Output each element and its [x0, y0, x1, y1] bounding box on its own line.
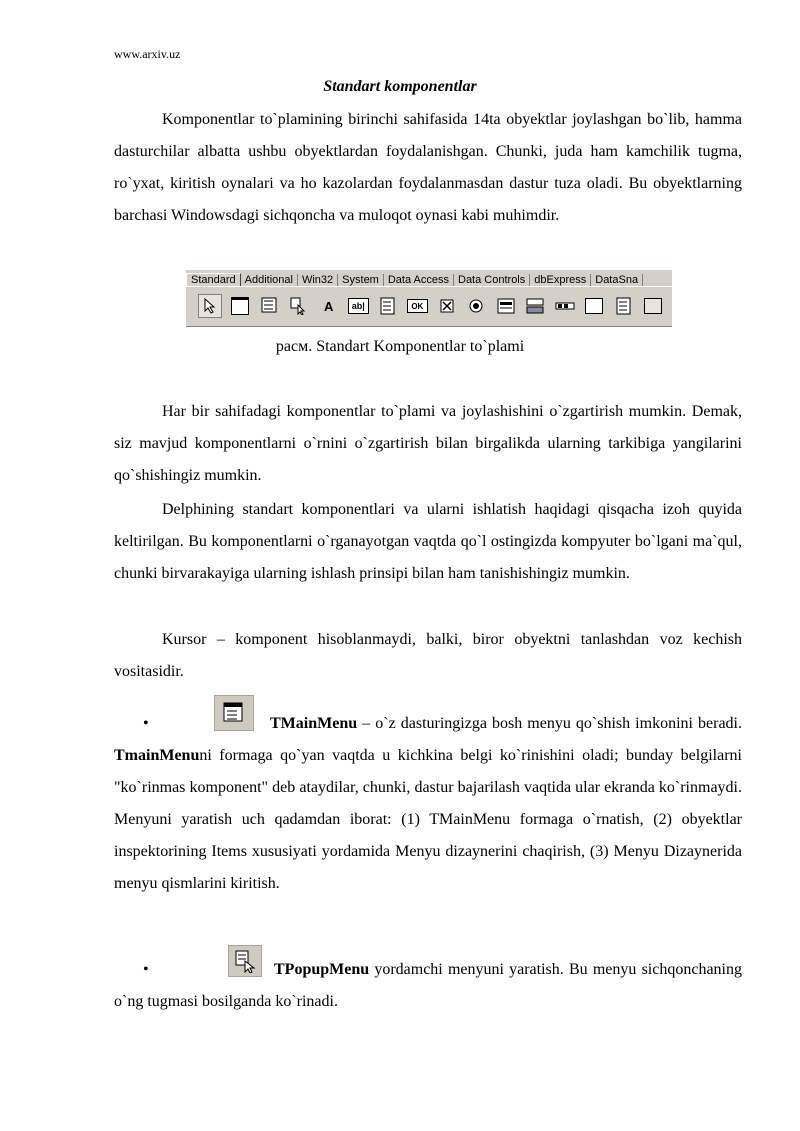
tab-win32[interactable]: Win32: [298, 274, 338, 286]
memo-icon[interactable]: [377, 295, 399, 317]
tpopupmenu-desc: yordamchi menyuni yaratish. Bu menyu sichqonchaning o`ng tugmasi bosilganda ko`rinadi.: [114, 961, 742, 1010]
tpopupmenu-name: TPopupMenu: [274, 961, 370, 978]
figure-caption: расм. Standart Komponentlar to`plami: [275, 338, 525, 355]
tmainmenu-name-2: TmainMenu: [114, 747, 200, 764]
mainmenu-icon[interactable]: [259, 295, 281, 317]
checkbox-icon[interactable]: [436, 295, 458, 317]
listbox-icon[interactable]: [495, 295, 517, 317]
paragraph-3: Kursor – komponent hisoblanmaydi, balki, biror obyektni tanlashdan voz kechish vositasidir.: [114, 631, 742, 680]
radiobutton-icon[interactable]: [466, 295, 488, 317]
tab-system[interactable]: System: [338, 274, 384, 286]
edit-icon[interactable]: ab|: [348, 298, 370, 314]
tab-standard[interactable]: Standard: [186, 273, 241, 286]
paragraph-1: Har bir sahifadagi komponentlar to`plami va joylashishini o`zgartirish mumkin. Demak, siz mavjud komponentlarni o`rnini o`zgartirish bilan birgalikda ularning tarkibiga yangilarini qo`shishingiz mumkin.: [114, 403, 742, 484]
button-icon[interactable]: OK: [407, 299, 429, 313]
tab-data-controls[interactable]: Data Controls: [454, 274, 530, 286]
radiogroup-icon[interactable]: [613, 295, 635, 317]
bullet-1: •: [143, 715, 149, 732]
tmainmenu-dash: – o`z dasturingizga bosh menyu qo`shish imkonini beradi.: [357, 715, 742, 732]
combobox-icon[interactable]: [525, 295, 547, 317]
scrollbar-icon[interactable]: [554, 295, 576, 317]
arrow-icon[interactable]: [198, 294, 222, 318]
label-icon[interactable]: A: [324, 298, 334, 314]
groupbox-icon[interactable]: [584, 295, 606, 317]
bullet-2: •: [143, 961, 149, 978]
site-url[interactable]: www.arxiv.uz: [114, 47, 181, 61]
tab-dbexpress[interactable]: dbExpress: [530, 274, 591, 286]
paragraph-2: Delphining standart komponentlari va ularni ishlatish haqidagi qisqacha izoh quyida keltirilgan. Bu komponentlarni o`rganayotgan vaqtda qo`l ostingizda kompyuter bo`lgani ma`qul, chunki birvarakayiga ularning ishlash prinsipi bilan ham tanishishingiz mumkin.: [114, 501, 742, 582]
tab-additional[interactable]: Additional: [241, 274, 298, 286]
section-heading: Standart komponentlar: [323, 78, 477, 95]
tab-data-access[interactable]: Data Access: [384, 274, 454, 286]
palette-components: [186, 287, 672, 325]
palette-tabs: [186, 270, 672, 287]
component-palette: [186, 270, 672, 327]
intro-paragraph: Komponentlar to`plamining birinchi sahifasida 14ta obyektlar joylashgan bo`lib, hamma dasturchilar albatta ushbu obyektlardan foydalanishgan. Chunki, juda ham kamchilik tugma, ro`yxat, kiritish oynalari va ho kazolardan foydalanmasdan dastur tuza oladi. Bu obyektlarning barchasi Windowsdagi sichqoncha va muloqot oynasi kabi muhimdir.: [114, 111, 742, 224]
item-tmainmenu: [114, 708, 742, 900]
popupmenu-icon[interactable]: [289, 295, 311, 317]
panel-icon[interactable]: [643, 295, 665, 317]
tab-datasnap[interactable]: DataSna: [591, 274, 643, 286]
tmainmenu-desc: ni formaga qo`yan vaqtda u kichkina belgi ko`rinishini oladi; bunday belgilarni "ko`rinmas komponent" deb ataydilar, chunki, dastur bajarilash vaqtida ular ekranda ko`rinmaydi. Menyuni yaratish uch qadamdan iborat: (1) TMainMenu formaga o`rnatish, (2) obyektlar inspektorining Items xususiyati yordamida Menyu dizaynerini chaqirish, (3) Menyu Dizaynerida menyu qismlarini kiritish.: [114, 747, 742, 892]
item-tpopupmenu: [114, 954, 742, 1018]
frame-icon[interactable]: [230, 295, 252, 317]
tmainmenu-name: TMainMenu: [270, 715, 358, 732]
